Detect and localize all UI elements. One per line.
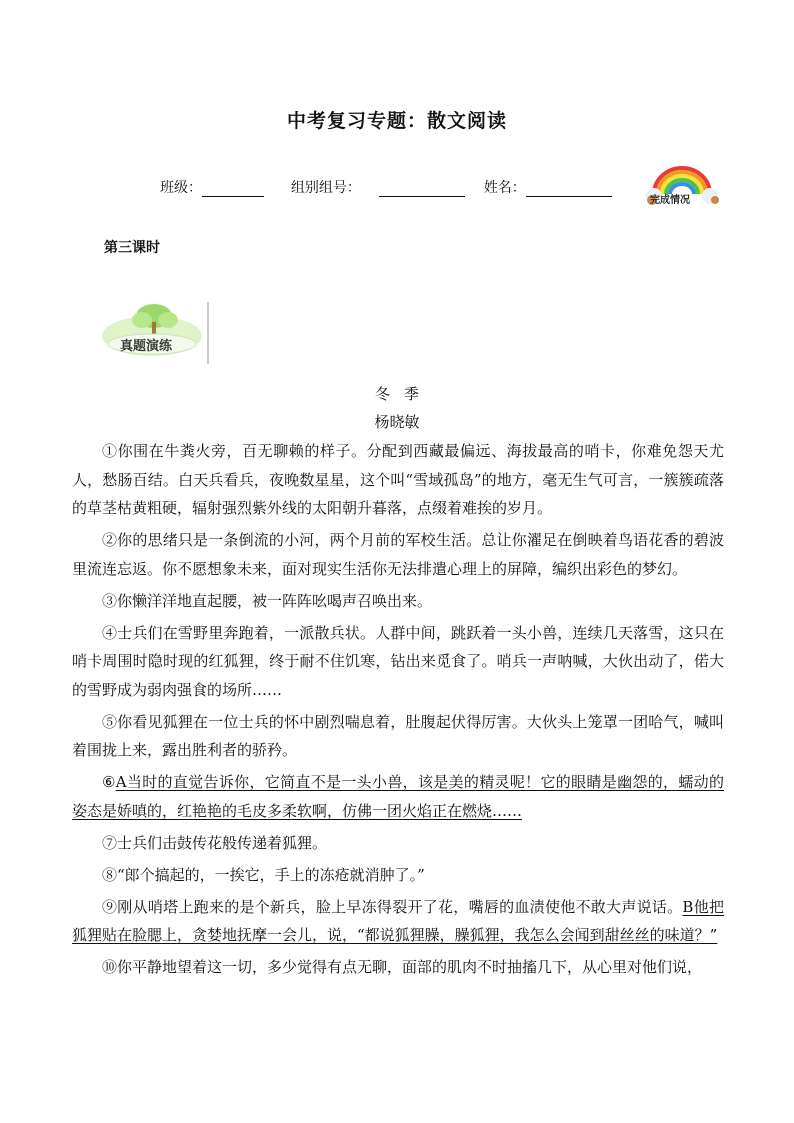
underlined-sentence-b: B他把狐狸贴在脸腮上，贪婪地抚摩一会儿，说，“都说狐狸臊，臊狐狸，我怎么会闻到甜丝丝的味道？” [72, 897, 724, 944]
class-blank[interactable] [202, 180, 264, 197]
paragraph-2: ②你的思绪只是一条倒流的小河，两个月前的军校生活。总让你濯足在倒映着鸟语花香的碧波里流连忘返。你不愿想象未来，面对现实生活你无法排遣心理上的屏障，编织出彩色的梦幻。 [72, 531, 724, 578]
tree-banner-icon [96, 300, 212, 366]
paragraph-6 [72, 768, 724, 825]
name-label: 姓名： [483, 180, 526, 196]
paragraph-4: ④士兵们在雪野里奔跑着，一派散兵状。人群中间，跳跃着一头小兽，连续几天落雪，这只在哨卡周围时隐时现的红狐狸，终于耐不住饥寒，钻出来觅食了。哨兵一声呐喊，大伙出动了，偌大的雪野成为弱肉强食的场所…… [72, 623, 724, 699]
lesson-label: 第三课时 [104, 240, 160, 256]
page-title: 中考复习专题：散文阅读 [286, 110, 507, 132]
group-label: 组别组号： [290, 180, 361, 196]
student-info-row [160, 177, 612, 197]
paragraph-9 [72, 893, 724, 950]
article-author: 杨晓敏 [374, 413, 420, 431]
article-body [72, 437, 724, 985]
paragraph-10: ⑩你平静地望着这一切，多少觉得有点无聊，面部的肌肉不时抽搐几下，从心里对他们说， [102, 958, 703, 976]
article-title: 冬季 [374, 385, 433, 403]
underlined-sentence-a: A当时的直觉告诉你，它简直不是一头小兽，该是美的精灵呢！它的眼睛是幽怨的，蠕动的姿态是娇嗔的，红艳艳的毛皮多柔软啊，仿佛一团火焰正在燃烧…… [72, 773, 724, 820]
badge-text: 完成情况 [650, 195, 690, 206]
completion-badge [642, 160, 722, 210]
paragraph-8: ⑧“郎个搞起的，一挨它，手上的冻疮就消肿了。” [102, 865, 425, 884]
paragraph-1: ①你围在牛粪火旁，百无聊赖的样子。分配到西藏最偏远、海拔最高的哨卡，你难免怨天尤人，愁肠百结。白天兵看兵，夜晚数星星，这个叫“雪域孤岛”的地方，毫无生气可言，一簇簇疏落的草茎枯黄粗硬，辐射强烈紫外线的太阳朝升暮落，点缀着难挨的岁月。 [72, 442, 724, 517]
section-badge-label: 真题演练 [120, 339, 173, 354]
paragraph-6-number: ⑥ [102, 773, 116, 791]
name-blank[interactable] [526, 180, 612, 197]
group-blank[interactable] [379, 180, 465, 197]
class-label: 班级： [160, 180, 202, 196]
paragraph-3: ③你懒洋洋地直起腰，被一阵阵吆喝声召唤出来。 [102, 591, 433, 610]
paragraph-7: ⑦士兵们击鼓传花般传递着狐狸。 [102, 833, 328, 852]
paragraph-5: ⑤你看见狐狸在一位士兵的怀中剧烈喘息着，肚腹起伏得厉害。大伙头上笼罩一团哈气，喊叫着围拢上来，露出胜利者的骄矜。 [72, 712, 724, 759]
section-badge [96, 300, 212, 366]
paragraph-9-text: ⑨刚从哨塔上跑来的是个新兵，脸上早冻得裂开了花，嘴唇的血渍使他不敢大声说话。 [102, 897, 683, 916]
